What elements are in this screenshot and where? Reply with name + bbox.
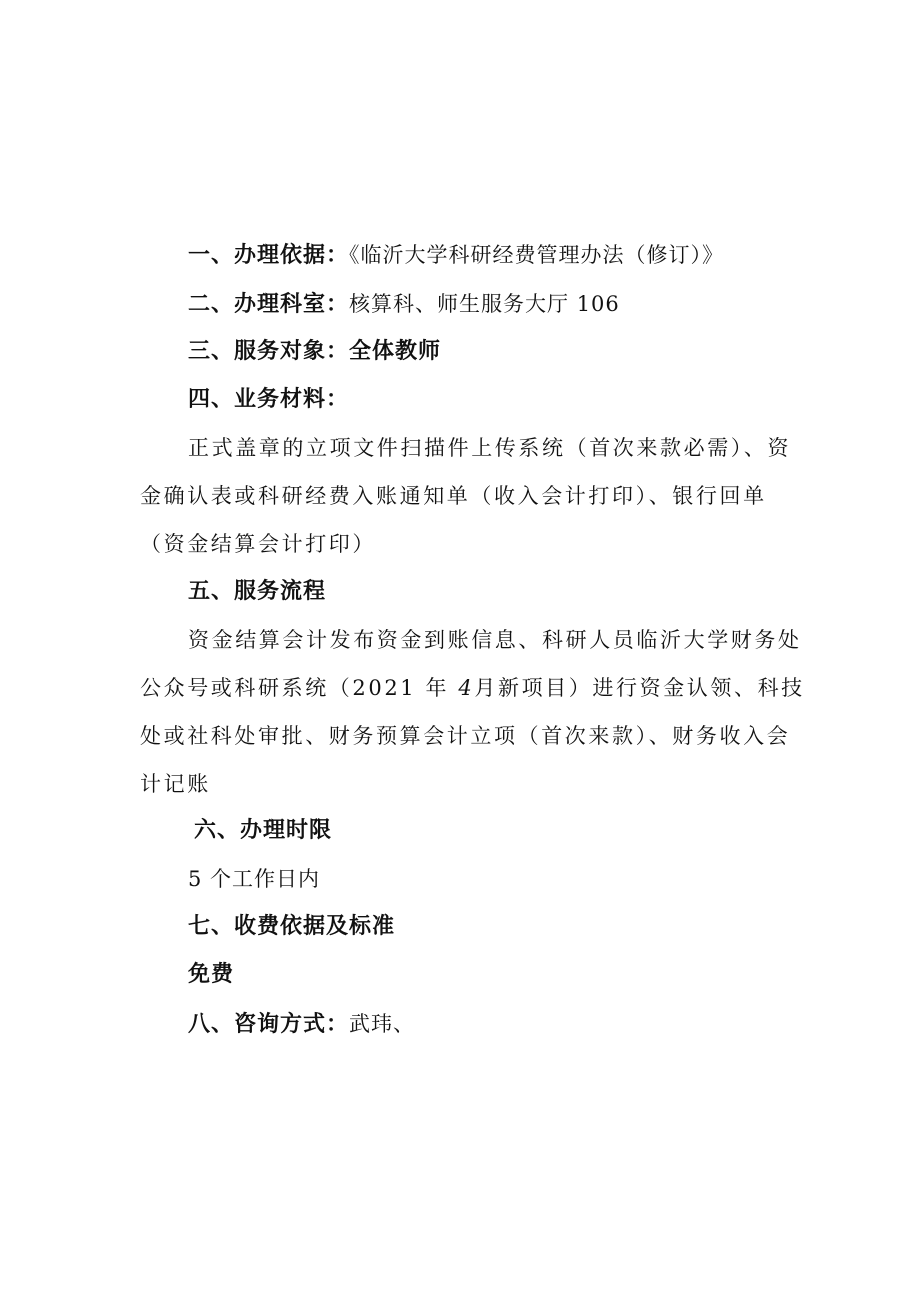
section-target-heading: 三、服务对象：全体教师 xyxy=(188,339,442,364)
section-timelimit-value: 5 个工作日内 xyxy=(188,867,321,891)
process-line-2 xyxy=(140,673,805,703)
section-process-heading: 五、服务流程 xyxy=(188,579,327,604)
process-line-4: 计记账 xyxy=(140,772,211,796)
process-line-1: 资金结算会计发布资金到账信息、科研人员临沂大学财务处 xyxy=(188,628,802,652)
section-timelimit-heading: 六、办理时限 xyxy=(194,818,333,843)
section-contact xyxy=(188,1009,415,1040)
materials-line-2: 金确认表或科研经费入账通知单（收入会计打印）、银行回单 xyxy=(140,484,767,508)
section-contact-value: 武玮、 xyxy=(349,1012,416,1036)
process-line-2a: 公众号或科研系统（2021 年 xyxy=(140,676,459,700)
section-fee-value: 免费 xyxy=(188,962,235,987)
process-line-2-month: 4 xyxy=(458,676,475,700)
section-basis-heading: 一、办理依据： xyxy=(188,243,350,268)
section-office xyxy=(188,289,620,320)
materials-line-3: （资金结算会计打印） xyxy=(140,532,376,556)
materials-line-1: 正式盖章的立项文件扫描件上传系统（首次来款必需）、资 xyxy=(188,436,792,460)
section-office-heading: 二、办理科室： xyxy=(188,292,350,317)
section-basis-value: 《临沂大学科研经费管理办法（修订）》 xyxy=(349,243,725,267)
section-fee-heading: 七、收费依据及标准 xyxy=(188,914,396,939)
process-line-3: 处或社科处审批、财务预算会计立项（首次来款）、财务收入会 xyxy=(140,724,791,748)
section-basis xyxy=(188,240,724,271)
process-line-2b: 月新项目）进行资金认领、科技 xyxy=(474,676,805,700)
section-office-value: 核算科、师生服务大厅 106 xyxy=(349,292,620,316)
section-contact-heading: 八、咨询方式： xyxy=(188,1012,350,1037)
section-materials-heading: 四、业务材料： xyxy=(188,387,350,412)
